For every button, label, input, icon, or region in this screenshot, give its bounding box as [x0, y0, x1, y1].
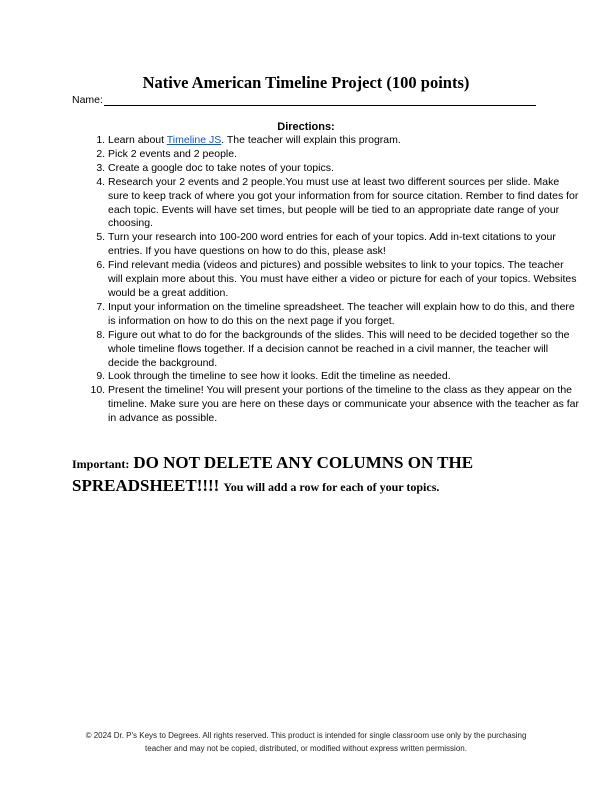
- list-item: 8. Figure out what to do for the backgrounds of the slides. This will need to be decided together so the whole timeline flows together. If a decision cannot be reached in a civil manner, the teacher will decide the background.: [108, 329, 580, 371]
- list-item: 7. Input your information on the timeline spreadsheet. The teacher will explain how to do this, and there is information on how to do this on the next page if you forget.: [108, 301, 580, 329]
- list-item: 10. Present the timeline! You will present your portions of the timeline to the class as they appear on the timeline. Make sure you are here on these days or communicate your absence with the teacher as far in advance as possible.: [108, 384, 580, 426]
- step-text: . The teacher will explain this program.: [221, 134, 401, 146]
- page-title: Native American Timeline Project (100 points): [142, 73, 470, 92]
- list-item: 5. Turn your research into 100-200 word entries for each of your topics. Add in-text citations to your entries. If you have questions on how to do this, please ask!: [108, 231, 580, 259]
- directions-list: [72, 134, 580, 426]
- list-item: 6. Find relevant media (videos and pictures) and possible websites to link to your topics. The teacher will explain more about this. You must have either a video or picture for each of your topics. Websites would be a great addition.: [108, 259, 580, 301]
- list-item: 4. Research your 2 events and 2 people.You must use at least two different sources per slide. Make sure to keep track of where you got your information from for source citation. Rember to find dates for each topic. Events will have set times, but people will be tied to an appropriate date range of your choosing.: [108, 176, 580, 232]
- list-item: 2. Pick 2 events and 2 people.: [108, 148, 580, 162]
- important-emphasis: DO NOT DELETE ANY COLUMNS ON THE SPREADSHEET!!!!: [72, 453, 474, 495]
- copyright-footer: © 2024 Dr. P's Keys to Degrees. All rights reserved. This product is intended for single classroom use only by the purchasing teacher and may not be copied, distributed, or modified without express written permission.: [85, 731, 527, 753]
- list-item: 9. Look through the timeline to see how it looks. Edit the timeline as needed.: [108, 370, 580, 384]
- name-label: Name:: [72, 94, 103, 106]
- step-text: Learn about: [108, 134, 167, 146]
- list-item: [108, 134, 580, 148]
- name-field: [72, 94, 536, 106]
- important-label: Important:: [72, 457, 130, 471]
- list-item: 3. Create a google doc to take notes of your topics.: [108, 162, 580, 176]
- important-detail: You will add a row for each of your topics.: [223, 480, 440, 494]
- name-blank-line: [104, 94, 536, 106]
- directions-heading: Directions:: [277, 121, 335, 133]
- important-note: [72, 452, 532, 498]
- timeline-js-link[interactable]: Timeline JS: [166, 134, 222, 146]
